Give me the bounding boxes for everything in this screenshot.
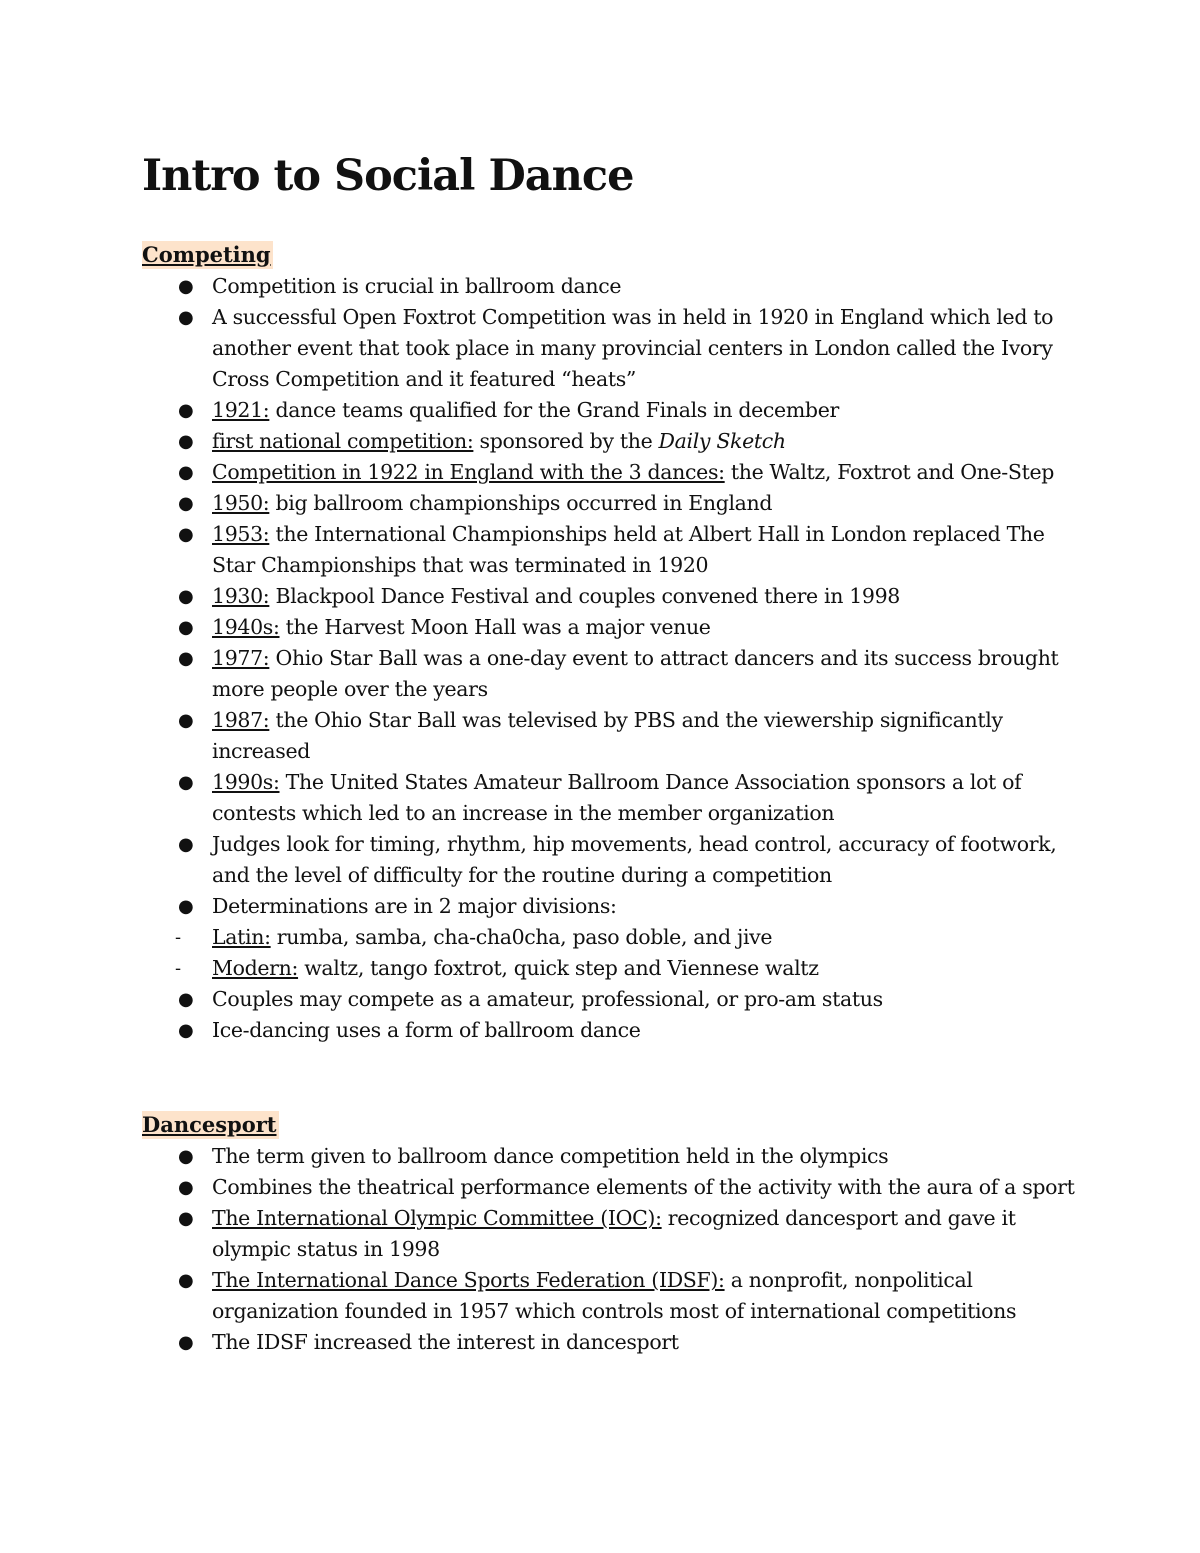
- bullet-marker: ●: [178, 1146, 194, 1167]
- item-text: the Waltz, Foxtrot and One-Step: [724, 460, 1055, 484]
- item-text: sponsored by the: [473, 429, 659, 453]
- list-item: [142, 705, 1082, 767]
- item-text: The United States Amateur Ballroom Dance Association sponsors a lot of contests which led to an increase in the member organization: [212, 770, 1022, 825]
- item-text: the International Championships held at Albert Hall in London replaced The Star Championships that was terminated in 1920: [212, 522, 1045, 577]
- list-item: [142, 302, 1082, 395]
- item-text: Ohio Star Ball was a one-day event to attract dancers and its success brought more people over the years: [212, 646, 1059, 701]
- section-competing: [142, 241, 1082, 1046]
- item-text: recognized dancesport and gave it olympic status in 1998: [212, 1206, 1016, 1261]
- item-lead: 1953:: [212, 522, 270, 546]
- item-emphasis: Daily Sketch: [658, 429, 786, 453]
- item-lead: 1977:: [212, 646, 270, 670]
- item-lead: 1940s:: [212, 615, 280, 639]
- item-lead: The International Dance Sports Federation (IDSF):: [212, 1268, 725, 1292]
- item-text: waltz, tango foxtrot, quick step and Viennese waltz: [298, 956, 819, 980]
- list-item: [142, 1265, 1082, 1327]
- item-lead: Competition in 1922 in England with the 3 dances:: [212, 460, 725, 484]
- list-item: [142, 426, 1082, 457]
- item-text: The term given to ballroom dance competition held in the olympics: [212, 1144, 889, 1168]
- bullet-marker: ●: [178, 524, 194, 545]
- list-item: [142, 519, 1082, 581]
- item-text: the Ohio Star Ball was televised by PBS and the viewership significantly increased: [212, 708, 1003, 763]
- item-lead: first national competition:: [212, 429, 474, 453]
- bullet-marker: ●: [178, 648, 194, 669]
- dash-marker: -: [175, 927, 181, 948]
- bullet-marker: ●: [178, 462, 194, 483]
- bullet-marker: ●: [178, 1208, 194, 1229]
- bullet-marker: ●: [178, 1270, 194, 1291]
- list-item: [142, 643, 1082, 705]
- bullet-marker: ●: [178, 710, 194, 731]
- bullet-marker: ●: [178, 834, 194, 855]
- bullet-marker: ●: [178, 1177, 194, 1198]
- item-text: Couples may compete as a amateur, professional, or pro-am status: [212, 987, 883, 1011]
- item-text: The IDSF increased the interest in dancesport: [212, 1330, 679, 1354]
- item-text: Competition is crucial in ballroom dance: [212, 274, 622, 298]
- item-text: A successful Open Foxtrot Competition was in held in 1920 in England which led to another event that took place in many provincial centers in London called the Ivory Cross Competition and it featured “heats”: [212, 305, 1054, 391]
- item-lead: 1990s:: [212, 770, 280, 794]
- list-item: [142, 457, 1082, 488]
- item-lead: Latin:: [212, 925, 271, 949]
- item-text: big ballroom championships occurred in England: [269, 491, 773, 515]
- list-item: [142, 1015, 1082, 1046]
- item-lead: The International Olympic Committee (IOC):: [212, 1206, 662, 1230]
- item-lead: 1921:: [212, 398, 270, 422]
- item-text: Combines the theatrical performance elements of the activity with the aura of a sport: [212, 1175, 1075, 1199]
- item-lead: 1950:: [212, 491, 270, 515]
- item-text: Blackpool Dance Festival and couples convened there in 1998: [269, 584, 901, 608]
- bullet-marker: ●: [178, 431, 194, 452]
- item-text: Ice-dancing uses a form of ballroom dance: [212, 1018, 641, 1042]
- list-item: [142, 922, 1082, 953]
- item-text: rumba, samba, cha-cha0cha, paso doble, and jive: [270, 925, 773, 949]
- bullet-marker: ●: [178, 400, 194, 421]
- bullet-marker: ●: [178, 617, 194, 638]
- list-item: [142, 395, 1082, 426]
- item-lead: Modern:: [212, 956, 299, 980]
- item-lead: 1930:: [212, 584, 270, 608]
- dash-marker: -: [175, 958, 181, 979]
- list-item: [142, 1327, 1082, 1358]
- bullet-marker: ●: [178, 896, 194, 917]
- list-item: [142, 271, 1082, 302]
- list-item: [142, 1203, 1082, 1265]
- bullet-marker: ●: [178, 493, 194, 514]
- item-text: Determinations are in 2 major divisions:: [212, 894, 617, 918]
- item-text: dance teams qualified for the Grand Finals in december: [269, 398, 839, 422]
- list-item: [142, 612, 1082, 643]
- list-item: [142, 953, 1082, 984]
- list-item: [142, 581, 1082, 612]
- bullet-marker: ●: [178, 1020, 194, 1041]
- item-text: the Harvest Moon Hall was a major venue: [279, 615, 711, 639]
- item-text: a nonprofit, nonpolitical organization founded in 1957 which controls most of international competitions: [212, 1268, 1017, 1323]
- section-dancesport: [142, 1111, 1082, 1358]
- list-item: [142, 891, 1082, 922]
- section-heading: Dancesport: [142, 1112, 277, 1137]
- bullet-marker: ●: [178, 1332, 194, 1353]
- item-lead: 1987:: [212, 708, 270, 732]
- list-item: [142, 1172, 1082, 1203]
- bullet-marker: ●: [178, 586, 194, 607]
- bullet-marker: ●: [178, 276, 194, 297]
- section-list: [142, 1141, 1082, 1358]
- list-item: [142, 829, 1082, 891]
- section-heading: Competing: [142, 242, 271, 267]
- list-item: [142, 984, 1082, 1015]
- list-item: [142, 767, 1082, 829]
- list-item: [142, 1141, 1082, 1172]
- bullet-marker: ●: [178, 307, 194, 328]
- item-text: Judges look for timing, rhythm, hip movements, head control, accuracy of footwork, and the level of difficulty for the routine during a competition: [212, 832, 1057, 887]
- list-item: [142, 488, 1082, 519]
- section-list: [142, 271, 1082, 1046]
- document-title: Intro to Social Dance: [142, 151, 634, 201]
- bullet-marker: ●: [178, 772, 194, 793]
- bullet-marker: ●: [178, 989, 194, 1010]
